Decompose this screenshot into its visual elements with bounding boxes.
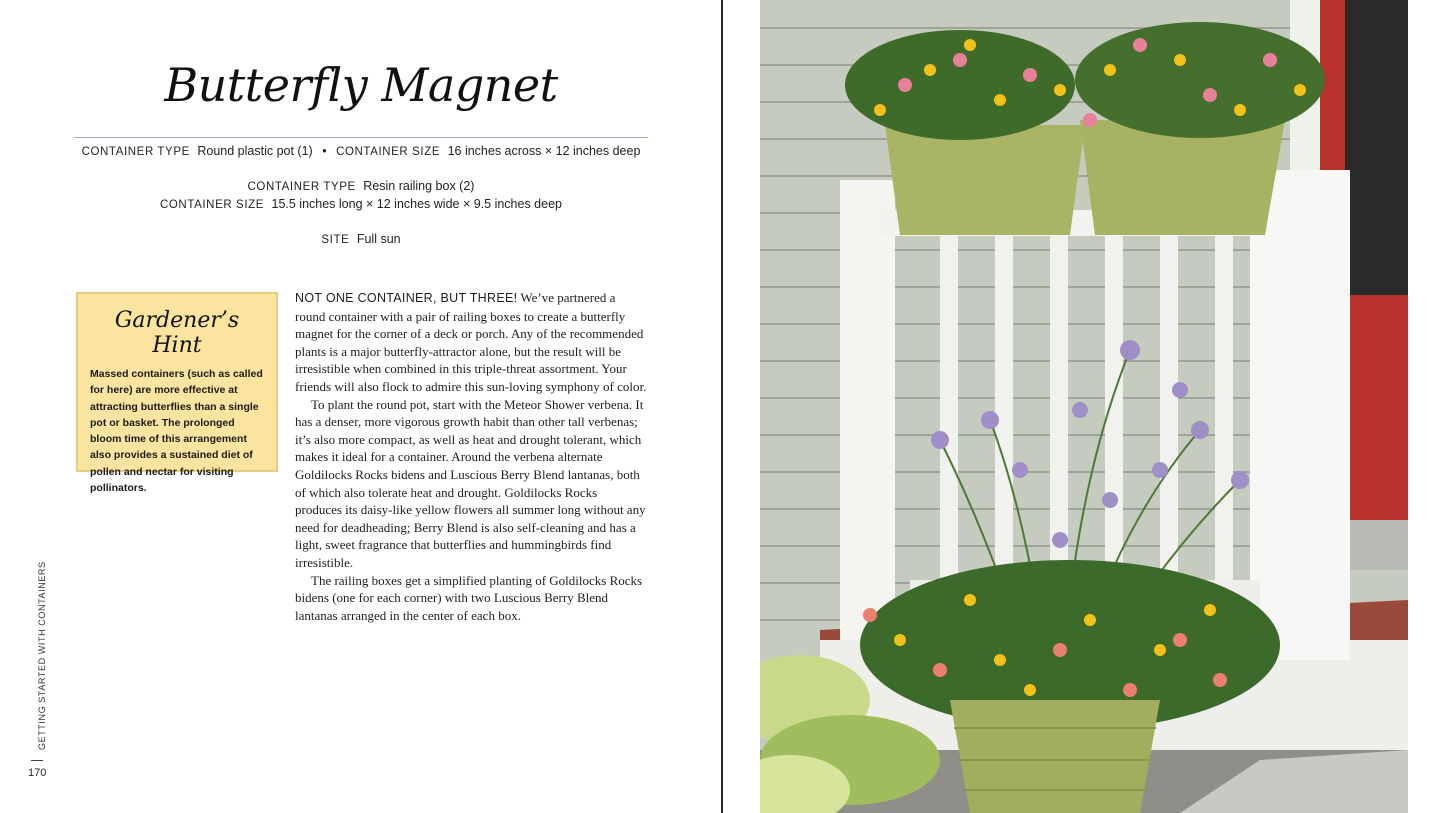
hint-text: Massed containers (such as called for here) are more effective at attracting butterflies than a single pot or basket. The prolonged bloom time of this arrangement also provides a sustained diet of pollen and nectar for visiting pollinators.: [90, 368, 263, 495]
paragraph-1-text: We’ve partnered a round container with a pair of railing boxes to create a butterfly magnet for the corner of a deck or porch. Any of the recommended plants is a major butterfly-attractor alone, but the result will be irresistible when combined in this triple-threat assortment. Your friends will also flock to admire this sun-loving symphony of color.: [295, 290, 647, 394]
gardeners-hint-box: [76, 292, 278, 495]
spec-value: 16 inches across × 12 inches deep: [447, 144, 641, 158]
title-rule: [74, 137, 648, 138]
spec-label: CONTAINER SIZE: [336, 146, 441, 158]
right-page: [723, 0, 1445, 813]
spec-line-2: [74, 179, 648, 193]
spec-line-1: [74, 144, 648, 158]
running-head: GETTING STARTED WITH CONTAINERS: [37, 561, 47, 750]
left-page: [0, 0, 722, 813]
body-text: [295, 289, 647, 624]
spec-label: CONTAINER TYPE: [247, 181, 356, 193]
paragraph-1: [295, 289, 647, 396]
bullet-separator: •: [322, 144, 327, 158]
spec-value: Round plastic pot (1): [197, 144, 313, 158]
spec-value: Full sun: [356, 232, 401, 246]
container-garden-photo: [760, 0, 1408, 813]
folio-rule: [31, 760, 43, 761]
spec-label: CONTAINER TYPE: [81, 146, 190, 158]
lead-in: NOT ONE CONTAINER, BUT THREE!: [295, 291, 518, 305]
hint-title: Gardener’s Hint: [114, 308, 240, 358]
page-number: 170: [28, 767, 47, 779]
spec-line-3: [74, 197, 648, 211]
paragraph-3: The railing boxes get a simplified planting of Goldilocks Rocks bidens (one for each corner) with two Luscious Berry Blend lantanas arranged in the center of each box.: [295, 572, 643, 623]
spec-value: Resin railing box (2): [363, 179, 475, 193]
paragraph-2: To plant the round pot, start with the Meteor Shower verbena. It has a denser, more vigorous growth habit than other tall verbenas; it’s also more compact, as well as heat and drought tolerant, which makes it ideal for a container. Around the verbena alternate Goldilocks Rocks bidens and Luscious Berry Blend lantanas, both of which also tolerate heat and drought. Goldilocks Rocks produces its daisy-like yellow flowers all summer long without any need for deadheading; Berry Blend is also self-cleaning and has a light, sweet fragrance that butterflies and hummingbirds find irresistible.: [295, 396, 646, 570]
page-title: Butterfly Magnet: [164, 58, 558, 112]
spec-label: CONTAINER SIZE: [159, 199, 265, 211]
spec-value: 15.5 inches long × 12 inches wide × 9.5 inches deep: [271, 197, 562, 211]
spec-label: SITE: [321, 234, 350, 246]
spec-line-4: [74, 232, 648, 246]
